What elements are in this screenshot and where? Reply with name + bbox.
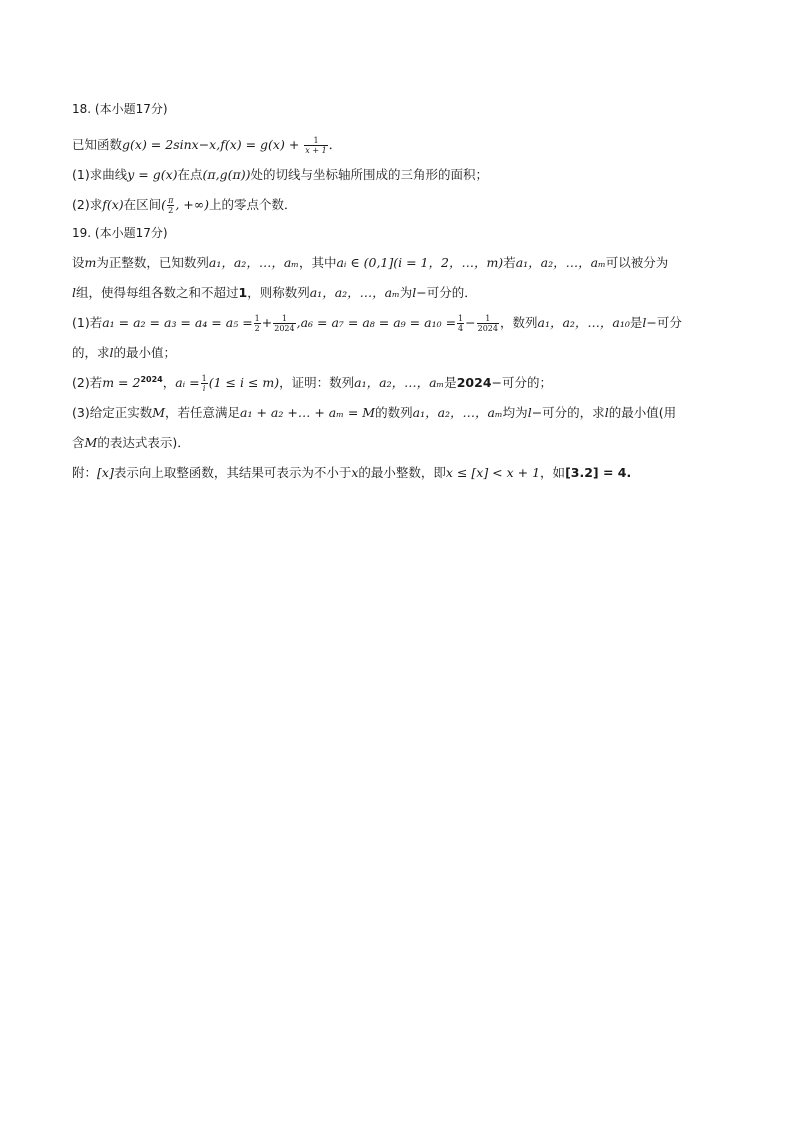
fraction-one-half: $\frac{1}{2}$ xyxy=(254,314,260,333)
q19-part3-line1: (3)给定正实数M，若任意满足a₁ + a₂ +… + aₘ = M的数列a₁，a₂，…，aₘ均为l−可分的，求l的最小值(用 xyxy=(72,405,677,420)
function-definition: g(x) = 2sinx−x,f(x) = g(x) + xyxy=(122,137,300,152)
exam-page xyxy=(72,98,724,480)
fraction-1-over-2024-b: $\frac{1}{2024}$ xyxy=(477,314,498,333)
fraction-1-over-i: $\frac{1}{i}$ xyxy=(201,374,207,393)
tangent-point: (π,g(π)) xyxy=(202,167,251,182)
q19-part2: (2)若$m = 2^{2024}$，aᵢ = $\frac{1}{i}$ (1 ≤ i ≤ m)，证明：数列a₁，a₂，…，aₘ是2024−可分的； xyxy=(72,374,553,393)
q19-heading: 19. (本小题17分) xyxy=(72,226,168,240)
q18-part2: (2)求f(x)在区间( $\frac{\pi}{2}$ , +∞)上的零点个数． xyxy=(72,196,297,215)
q18-part1: (1)求曲线y = g(x)在点(π,g(π))处的切线与坐标轴所围成的三角形的面积； xyxy=(72,167,488,182)
q19-part1-line1: (1)若a₁ = a₂ = a₃ = a₄ = a₅ = $\frac{1}{2}$ + $\frac{1}{2024}$ ,a₆ = a₇ = a₈ = a₉ = a₁₀ = $\frac{1}{4}$ − $\frac{1}{2024}$ ，数列a₁，a₂，…，a₁₀是l−可分 xyxy=(72,314,682,333)
q18-stem-prefix: 已知函数 xyxy=(72,137,123,152)
q19-note: 附：[x]表示向上取整函数，其结果可表示为不小于x的最小整数，即x ≤ [x] < x + 1，如[3.2] = 4. xyxy=(72,465,632,480)
fraction-pi-over-2: $\frac{\pi}{2}$ xyxy=(168,196,174,215)
q18-stem: 已知函数g(x) = 2sinx−x,f(x) = g(x) + $\frac{1}{x + 1}$ ． xyxy=(72,136,342,155)
q19-part3-line2: 含M的表达式表示)． xyxy=(72,435,190,450)
q19-part1-line2: 的，求l的最小值； xyxy=(72,345,177,360)
q19-stem-line2: l组，使得每组各数之和不超过1，则称数列a₁，a₂，…，aₘ为l−可分的． xyxy=(72,285,477,300)
q19-stem-line1: 设m为正整数，已知数列a₁，a₂，…，aₘ，其中aᵢ ∈ (0,1](i = 1，2，…，m)若a₁，a₂，…，aₘ可以被分为 xyxy=(72,255,669,270)
q18-heading: 18. (本小题17分) xyxy=(72,102,168,116)
fraction-1-over-x-plus-1: $\frac{1}{x + 1}$ xyxy=(305,136,327,155)
curve-equation: y = g(x) xyxy=(127,167,178,182)
fraction-1-over-2024: $\frac{1}{2024}$ xyxy=(274,314,295,333)
fraction-one-quarter: $\frac{1}{4}$ xyxy=(458,314,464,333)
